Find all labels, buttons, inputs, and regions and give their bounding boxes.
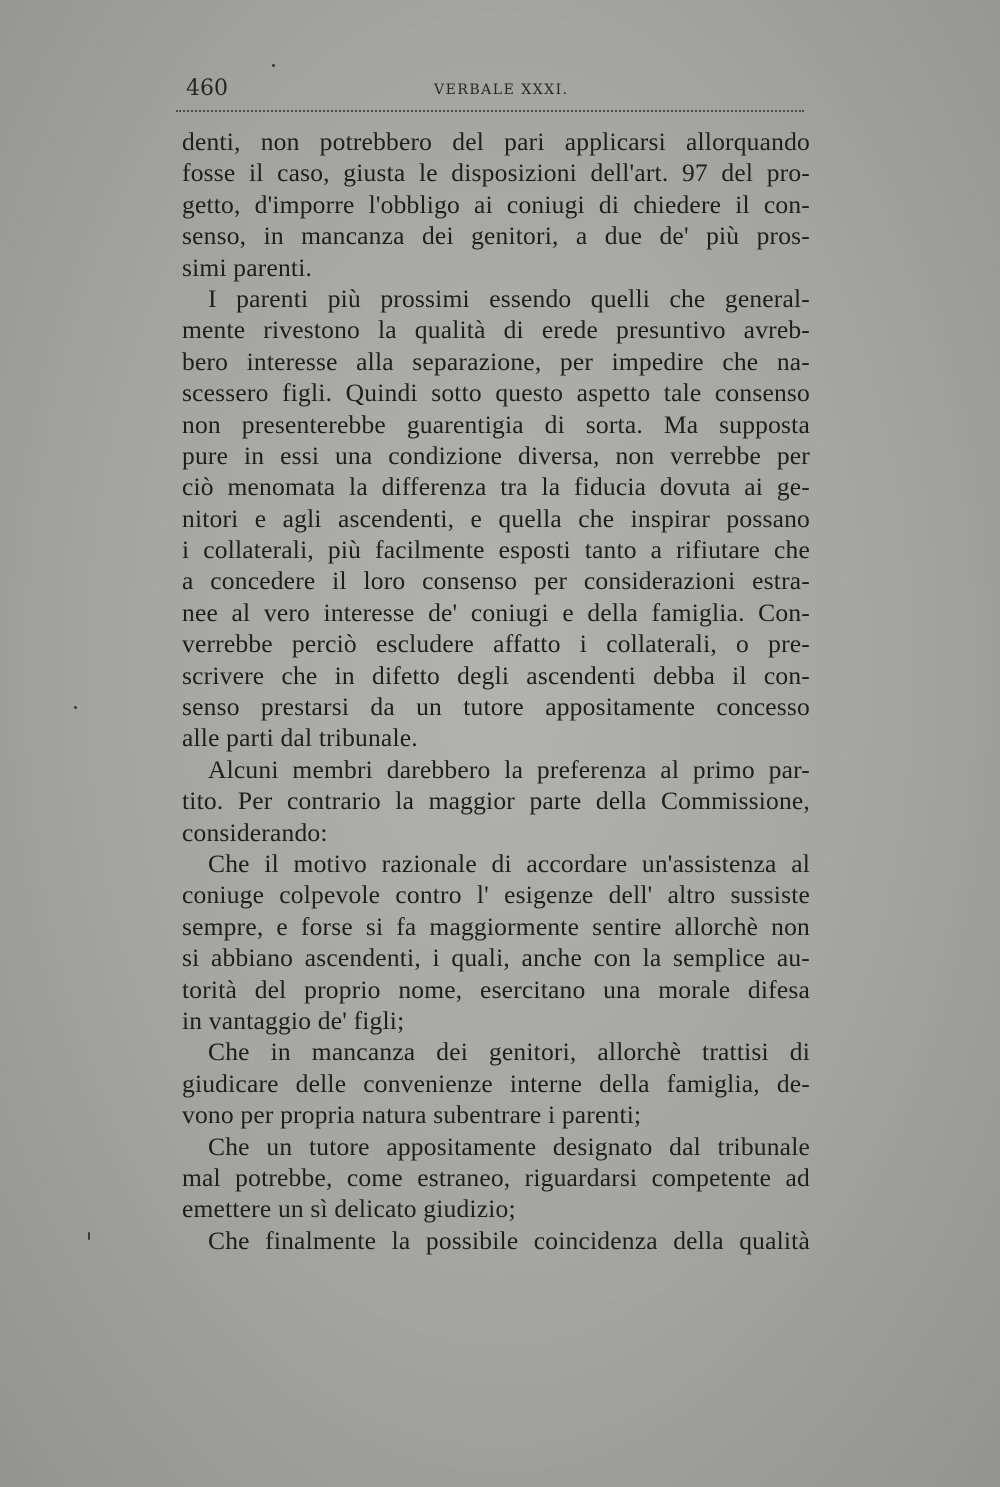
body-text xyxy=(182,126,810,1256)
text-line: scrivere che in difetto degli ascendenti debba il con- xyxy=(182,660,810,690)
text-line: mente rivestono la qualità di erede presuntivo avreb- xyxy=(182,315,810,345)
text-line: i collaterali, più facilmente esposti tanto a rifiutare che xyxy=(182,535,810,565)
text-line: fosse il caso, giusta le disposizioni dell'art. 97 del pro- xyxy=(182,158,810,188)
text-line: Alcuni membri darebbero la preferenza al primo par- xyxy=(208,754,810,784)
text-line: sempre, e forse si fa maggiormente sentire allorchè non xyxy=(182,911,810,941)
text-line: torità del proprio nome, esercitano una morale difesa xyxy=(182,974,810,1004)
paper-speck xyxy=(272,64,275,67)
text-line: Che in mancanza dei genitori, allorchè trattisi di xyxy=(208,1037,810,1067)
text-line: nee al vero interesse de' coniugi e della famiglia. Con- xyxy=(182,597,810,627)
text-line: giudicare delle convenienze interne della famiglia, de- xyxy=(182,1068,810,1098)
text-line: Che finalmente la possibile coincidenza della qualità xyxy=(208,1225,810,1255)
text-line: simi parenti. xyxy=(182,252,313,282)
text-line: bero interesse alla separazione, per impedire che na- xyxy=(182,346,810,376)
text-line: a concedere il loro consenso per considerazioni estra- xyxy=(182,566,810,596)
text-line: Che un tutore appositamente designato dal tribunale xyxy=(208,1131,810,1161)
text-line: si abbiano ascendenti, i quali, anche con la semplice au- xyxy=(182,943,810,973)
text-line: coniuge colpevole contro l' esigenze dell' altro sussiste xyxy=(182,880,810,910)
text-line: tito. Per contrario la maggior parte della Commissione, xyxy=(182,786,810,816)
text-line: senso prestarsi da un tutore appositamente concesso xyxy=(182,692,810,722)
running-head: VERBALE XXXI. xyxy=(434,82,569,98)
paper-speck xyxy=(88,1232,90,1240)
text-line: considerando: xyxy=(182,817,328,847)
text-line: in vantaggio de' figli; xyxy=(182,1005,405,1035)
paper-speck xyxy=(74,706,77,709)
text-line: scessero figli. Quindi sotto questo aspetto tale consenso xyxy=(182,378,810,408)
text-line: nitori e agli ascendenti, e quella che inspirar possano xyxy=(182,503,810,533)
text-line: ciò menomata la differenza tra la fiducia dovuta ai ge- xyxy=(182,472,810,502)
text-line: senso, in mancanza dei genitori, a due de' più pros- xyxy=(182,221,810,251)
text-line: getto, d'imporre l'obbligo ai coniugi di chiedere il con- xyxy=(182,189,810,219)
text-line: alle parti dal tribunale. xyxy=(182,723,418,753)
text-line: verrebbe perciò escludere affatto i collaterali, o pre- xyxy=(182,629,810,659)
text-line: non presenterebbe guarentigia di sorta. Ma supposta xyxy=(182,409,810,439)
text-line: pure in essi una condizione diversa, non verrebbe per xyxy=(182,440,810,470)
text-line: vono per propria natura subentrare i parenti; xyxy=(182,1100,642,1130)
text-line: denti, non potrebbero del pari applicarsi allorquando xyxy=(182,127,810,156)
text-line: Che il motivo razionale di accordare un'assistenza al xyxy=(208,848,810,878)
text-line: I parenti più prossimi essendo quelli che general- xyxy=(208,283,810,313)
text-line: mal potrebbe, come estraneo, riguardarsi competente ad xyxy=(182,1162,810,1192)
text-line: emettere un sì delicato giudizio; xyxy=(182,1194,516,1224)
page-number: 460 xyxy=(186,76,228,101)
page-header xyxy=(186,76,806,106)
header-dotted-rule xyxy=(176,110,804,112)
